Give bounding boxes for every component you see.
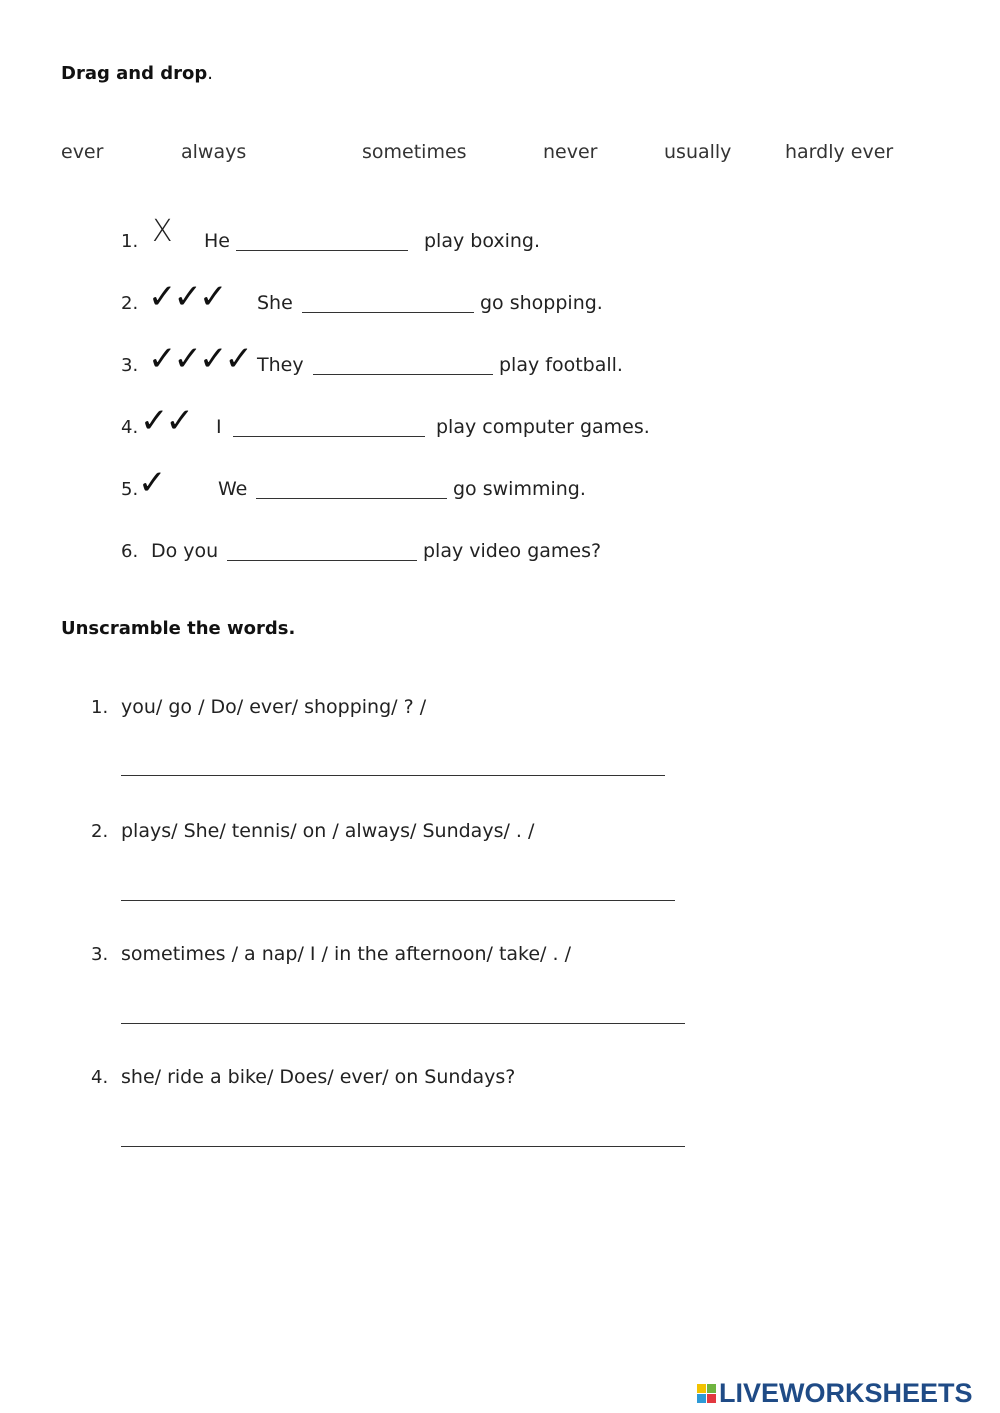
drag-drop-heading: [61, 63, 213, 84]
scramble-text: sometimes / a nap/ I / in the afternoon/ take/ . /: [121, 943, 571, 965]
scramble-number: 3.: [91, 944, 109, 965]
sentence-subject: They: [257, 354, 304, 376]
scramble-text: plays/ She/ tennis/ on / always/ Sundays/ . /: [121, 820, 535, 842]
scramble-number: 4.: [91, 1067, 109, 1088]
sentence-rest: go shopping.: [480, 292, 603, 314]
word-usually[interactable]: usually: [664, 141, 732, 163]
sentence-rest: play video games?: [423, 540, 602, 562]
badge-square-red: [707, 1394, 716, 1403]
sentence-subject: She: [257, 292, 293, 314]
check-marks-icon: ✓✓✓✓: [148, 339, 250, 379]
sentence-rest: play football.: [499, 354, 623, 376]
scramble-text: she/ ride a bike/ Does/ ever/ on Sundays?: [121, 1066, 516, 1088]
sentence-number: 3.: [121, 355, 139, 376]
word-sometimes[interactable]: sometimes: [362, 141, 467, 163]
answer-line-4[interactable]: [121, 1146, 685, 1147]
check-mark-icon: ✓: [138, 463, 164, 503]
word-ever[interactable]: ever: [61, 141, 104, 163]
sentence-subject: He: [204, 230, 230, 252]
sentence-number: 2.: [121, 293, 139, 314]
badge-square-green: [707, 1384, 716, 1393]
answer-blank-2[interactable]: [302, 292, 474, 313]
sentence-subject: We: [218, 478, 248, 500]
sentence-number: 1.: [121, 231, 139, 252]
answer-blank-5[interactable]: [256, 478, 447, 499]
badge-square-yellow: [697, 1384, 706, 1393]
check-marks-icon: ✓✓✓: [148, 277, 225, 317]
sentence-subject: I: [216, 416, 222, 438]
badge-square-blue: [697, 1394, 706, 1403]
sentence-number: 4.: [121, 417, 139, 438]
brand-name: LIVEWORKSHEETS: [719, 1378, 973, 1408]
answer-line-2[interactable]: [121, 900, 675, 901]
drag-drop-title: Drag and drop: [61, 63, 208, 84]
sentence-rest: play computer games.: [436, 416, 650, 438]
scramble-number: 1.: [91, 697, 109, 718]
unscramble-heading: Unscramble the words.: [61, 618, 296, 639]
word-always[interactable]: always: [181, 141, 247, 163]
logo-badge-icon: [697, 1384, 716, 1403]
word-never[interactable]: never: [543, 141, 598, 163]
liveworksheets-logo: [697, 1378, 973, 1409]
answer-line-1[interactable]: [121, 775, 665, 776]
answer-line-3[interactable]: [121, 1023, 685, 1024]
sentence-rest: go swimming.: [453, 478, 586, 500]
drag-drop-title-punct: .: [207, 63, 213, 84]
sentence-rest: play boxing.: [424, 230, 541, 252]
sentence-number: 6.: [121, 541, 139, 562]
answer-blank-3[interactable]: [313, 354, 493, 375]
sentence-subject: Do you: [151, 540, 219, 562]
word-hardly-ever[interactable]: hardly ever: [785, 141, 894, 163]
answer-blank-4[interactable]: [233, 416, 425, 437]
scramble-text: you/ go / Do/ ever/ shopping/ ? /: [121, 696, 427, 718]
answer-blank-6[interactable]: [227, 540, 417, 561]
x-mark-icon: X: [152, 214, 173, 249]
check-marks-icon: ✓✓: [140, 401, 191, 441]
sentence-number: 5.: [121, 479, 139, 500]
answer-blank-1[interactable]: [236, 230, 408, 251]
scramble-number: 2.: [91, 821, 109, 842]
